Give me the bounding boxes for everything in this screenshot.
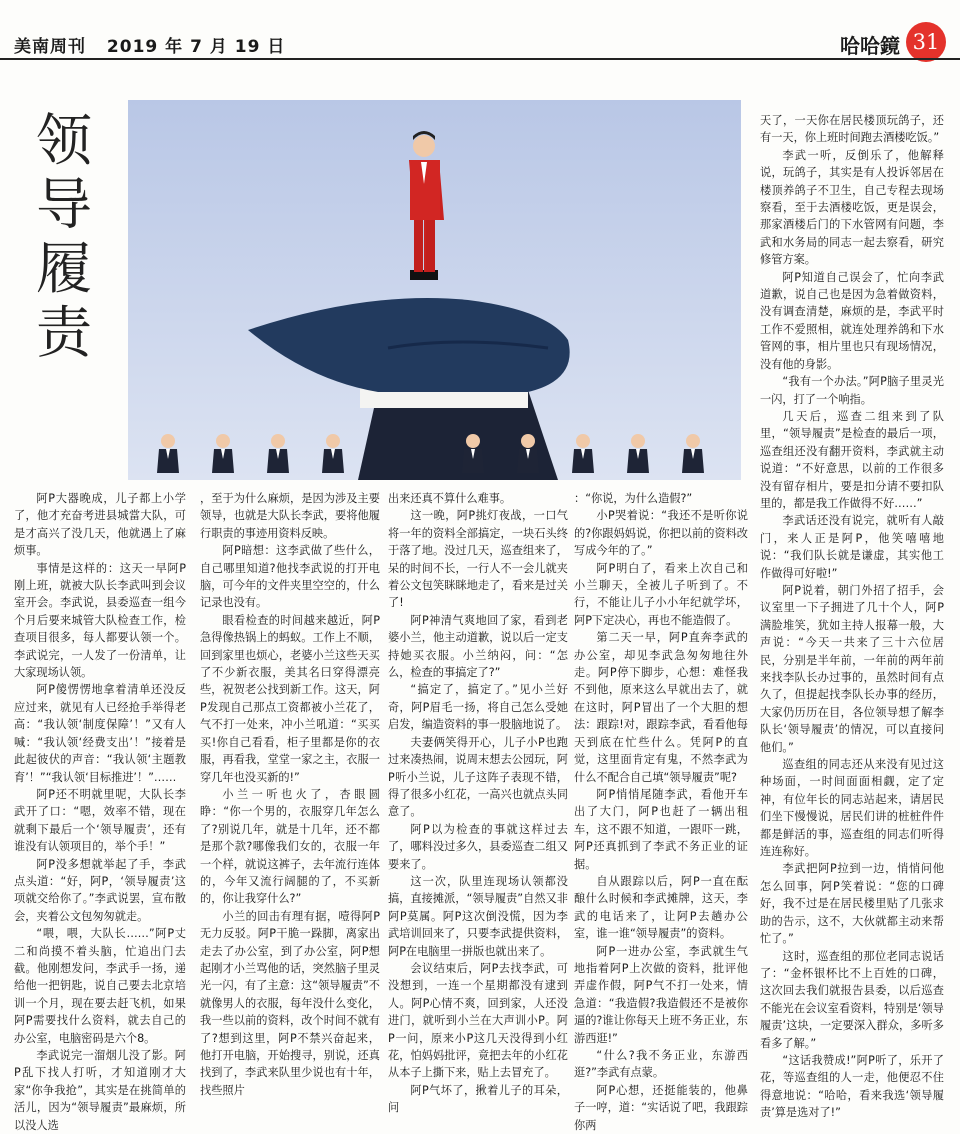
article-column-4 (574, 490, 748, 1132)
article-paragraph: 天了，一天你在居民楼顶玩鸽子，还有一天，你上班时间跑去酒楼吃饭。” (760, 114, 944, 145)
article-paragraph: 阿P神清气爽地回了家，看到老婆小兰，他主动道歉，说以后一定支持她买衣服。小兰纳闷，问：“怎么，检查的事搞定了?” (388, 613, 568, 680)
article-paragraph: 这时，巡查组的那位老同志说话了：“金杯银杯比不上百姓的口碑，这次回去我们就报告县委，以后巡查不能光在会议室看资料，特别是‘领导履责’这块，一定要深入群众，多听多看多了解。” (760, 949, 944, 1050)
article-paragraph: 阿P没多想就举起了手，李武点头道：“好，阿P，‘领导履责’这项就交给你了。”李武说罢，宣布散会，夹着公文包匆匆就走。 (14, 857, 186, 923)
article-paragraph: 阿P以为检查的事就这样过去了，哪料没过多久，县委巡查二组又要来了。 (388, 822, 568, 871)
article-paragraph: 阿P暗想：这李武做了些什么，自己哪里知道?他找李武说的打开电脑，可今年的文件夹里空空的，什么记录也没有。 (200, 544, 380, 610)
article-paragraph: ，至于为什么麻烦，是因为涉及主要领导，也就是大队长李武，要将他履行职责的事迹用资料反映。 (200, 492, 380, 540)
title-char: 领 (36, 109, 92, 174)
article-paragraph: 阿P傻愣愣地拿着清单还没反应过来，就见有人已经抢手举得老高：“我认领‘制度保障’！”又有人喊：“我认领‘经费支出’！”接着是此起彼伏的声音：“我认领‘主题教育’！”“我认领‘目标推进’！”…… (14, 683, 186, 784)
article-paragraph: 眼看检查的时间越来越近，阿P急得像热锅上的蚂蚁。工作上不顺，回到家里也烦心，老婆小兰这些天买了不少新衣服，美其名曰穿得漂亮些，祝贺老公找到新工作。这天，阿P发现自己那点工资都被小兰花了，气不打一处来，冲小兰吼道：“买买买!你自己看看，柜子里都是你的衣服，再看我，堂堂一家之主，衣服一穿几年也没买新的!” (200, 613, 380, 784)
article-paragraph: 阿P心想，还挺能装的，他鼻子一哼，道：“实话说了吧，我跟踪你两 (574, 1083, 748, 1132)
title-char: 导 (36, 173, 92, 238)
article-paragraph: “我有一个办法。”阿P脑子里灵光一闪，打了一个响指。 (760, 375, 944, 406)
article-paragraph: “搞定了，搞定了。”见小兰好奇，阿P眉毛一扬，将自己怎么受她启发，编造资料的事一股脑地说了。 (388, 683, 568, 732)
article-paragraph: 阿P知道自己误会了，忙向李武道歉，说自己也是因为急着做资料，没有调查清楚，麻烦的是，李武平时工作不爱照相，就连处理养鸽和下水管网的事，相片里也只有现场情况，没有他的身影。 (760, 270, 944, 371)
article-title (36, 109, 92, 366)
article-paragraph: 这一次，队里连现场认领都没搞，直接摊派，“领导履责”自然又非阿P莫属。阿P这次倒没慌，因为李武培训回来了，只要李武提供资料，阿P在电脑里一拼版也就出来了。 (388, 874, 568, 958)
masthead (14, 32, 285, 57)
article-paragraph: 阿P还不明就里呢，大队长李武开了口：“嗯，效率不错，现在就剩下最后一个‘领导履责’，还有谁没有认领项目的，举个手！” (14, 787, 186, 854)
article-paragraph: 自从跟踪以后，阿P一直在酝酿什么时候和李武摊牌，这天，李武的电话来了，让阿P去趟办公室，谁一谁“领导履责”的资料。 (574, 874, 748, 941)
article-paragraph: 阿P悄悄尾随李武，看他开车出了大门，阿P也赶了一辆出租车，这不跟不知道，一跟吓一跳，阿P还真抓到了李武不务正业的证据。 (574, 787, 748, 871)
article-paragraph: 小P哭着说：“我还不是听你说的?你跟妈妈说，你把以前的资料改写成今年的了。” (574, 509, 748, 558)
article-paragraph: 李武把阿P拉到一边，悄悄问他怎么回事，阿P笑着说：“您的口碑好，我不过是在居民楼里贴了几张求助的告示，这不，大伙就都主动来帮忙了。” (760, 862, 944, 946)
article-column-5 (760, 112, 944, 1120)
article-column-3 (388, 490, 568, 1115)
title-char: 责 (36, 301, 92, 366)
article-paragraph: ：“你说，为什么造假?” (574, 492, 693, 505)
article-illustration (128, 100, 741, 480)
article-paragraph: 小兰一听也火了，杏眼圆睁：“你一个男的，衣服穿几年怎么了?别说几年，就是十几年，还不都是那个款?哪像我们女的，衣服一年一个样，就说这裤子，去年流行连体的，今年又流行阔腿的了，不买新的，你让我穿什么?” (200, 787, 380, 906)
section-name: 哈哈鏡 (840, 34, 900, 58)
article-paragraph: “这话我赞成!”阿P听了，乐开了花，等巡查组的人一走，他便忍不住得意地说：“哈哈，看来我选‘领导履责’算是选对了!” (760, 1053, 944, 1120)
article-column-2 (200, 490, 380, 1097)
article-paragraph: 李武一听，反倒乐了，他解释说，玩鸽子，其实是有人投诉邻居在楼顶养鸽子不卫生，自己专程去现场察看，至于去酒楼吃饭，更是误会，那家酒楼后门的下水管网有问题，李武和水务局的同志一起去察看，研究修管方案。 (760, 148, 944, 267)
article-paragraph: 会议结束后，阿P去找李武，可没想到，一连一个星期都没有逮到人。阿P心情不爽，回到家，人还没进门，就听到小兰在大声训小P。阿P一问，原来小P这几天没得到小红花，怕妈妈批评，竟把去年的小红花从本子上撕下来，贴上去冒充了。 (388, 961, 568, 1080)
article-paragraph: 巡查组的同志还从来没有见过这种场面，一时间面面相觑，定了定神，有位年长的同志站起来，请居民们坐下慢慢说，居民们讲的桩桩件件都是鲜活的事，巡查组的同志们听得连连称好。 (760, 758, 944, 859)
article-paragraph: 阿P明白了，看来上次自己和小兰聊天，全被儿子听到了。不行，不能让儿子小小年纪就学坏，阿P下定决心，再也不能造假了。 (574, 561, 748, 627)
article-paragraph: “喂，喂，大队长……”阿P丈二和尚摸不着头脑，忙追出门去截。他刚想发问，李武手一扬，递给他一把钥匙，说自己要去北京培训一个月，现在要去赶飞机，如果阿P需要找什么资料，就去自己的办公室，电脑密码是六个8。 (14, 927, 186, 1045)
article-paragraph: 第二天一早，阿P直奔李武的办公室，却见李武急匆匆地往外走。阿P停下脚步，心想：难怪我不到他，原来这么早就出去了，就在这时，阿P冒出了一个大胆的想法：跟踪!对，跟踪李武，看看他每天到底在忙些什么。凭阿P的直觉，这里面肯定有鬼，不然李武为什么不配合自己填“领导履责”呢? (574, 631, 748, 784)
article-paragraph: 小兰的回击有理有据，噎得阿P无力反驳。阿P干脆一跺脚，离家出走去了办公室，到了办公室，阿P想起刚才小兰骂他的话，突然脑子里灵光一闪，有了主意：这“领导履责”不就像男人的衣服，每年没什么变化，我一些以前的资料，改个时间不就有了?想到这里，阿P不禁兴奋起来，他打开电脑，开始搜寻，别说，还真找到了，李武来队里少说也有十年，找些照片 (200, 909, 380, 1097)
page-number: 31 (906, 22, 946, 62)
issue-date: 2019 年 7 月 19 日 (106, 37, 286, 57)
article-paragraph: 夫妻俩笑得开心，儿子小P也跑过来凑热闹，说周末想去公园玩，阿P听小兰说，儿子这阵子表现不错，得了很多小红花，一高兴也就点头同意了。 (388, 735, 568, 819)
article-paragraph: 李武话还没有说完，就听有人敲门，来人正是阿P，他笑嘻嘻地说：“我们队长就是谦虚，其实他工作做得可好啦!” (760, 514, 944, 580)
article-paragraph: 事情是这样的：这天一早阿P刚上班，就被大队长李武叫到会议室开会。李武说，县委巡查一组今个月后要来城管大队检查工作，检查项目很多，每人都要认领一个。李武说完，一人发了一份清单，让大家现场认领。 (14, 561, 186, 680)
article-paragraph: 出来还真不算什么难事。 (388, 492, 512, 505)
article-paragraph: 阿P大器晚成，儿子都上小学了，他才充奋考进县城當大队，可是才高兴了没几天，他就遇上了麻烦事。 (14, 492, 186, 558)
article-paragraph: 阿P气坏了，揪着儿子的耳朵，问 (388, 1083, 568, 1115)
article-paragraph: 这一晚，阿P挑灯夜战，一口气将一年的资料全部搞定，一块石头终于落了地。没过几天，巡查组来了，呆的时间不长，一行人不一会儿就夹着公文包笑眯眯地走了，看来是过关了! (388, 509, 568, 610)
title-char: 履 (36, 237, 92, 302)
publication-name: 美南周刊 (14, 37, 86, 57)
header-rule (0, 58, 960, 60)
article-paragraph: 几天后，巡查二组来到了队里，“领导履责”是检查的最后一项，巡查组还没有翻开资料，李武就主动说道：“不好意思，以前的工作很多没有留存相片，要是扣分请不要扣队里的，都是我工作做得不好……” (760, 409, 944, 510)
article-paragraph: 李武说完一溜烟儿没了影。阿P乱下找人打听，才知道刚才大家“你争我抢”，其实是在挑简单的活儿，因为“领导履责”最麻烦，所以没人选 (14, 1049, 186, 1132)
page-header (0, 0, 960, 60)
article-column-1 (14, 490, 186, 1132)
article-paragraph: 阿P说着，朝门外招了招手，会议室里一下子拥进了几十个人，阿P满脸堆笑，犹如主持人报幕一般，大声说：“今天一共来了三十六位居民，分别是半年前，一年前的两年前来找李队长办过事的，虽然时间有点久了，但提起找李队长办事的经历，大家仍历历在目，各位领导想了解李队长‘领导履责’的情况，可以直接问他们。” (760, 583, 944, 754)
article-paragraph: “什么?我不务正业，东游西逛?”李武有点蒙。 (574, 1049, 748, 1080)
article-paragraph: 阿P一进办公室，李武就生气地指着阿P上次做的资料，批评他弄虚作假，阿P气不打一处来，情急道：“我造假?我造假还不是被你逼的?谁让你每天上班不务正业，东游西逛!” (574, 944, 748, 1045)
